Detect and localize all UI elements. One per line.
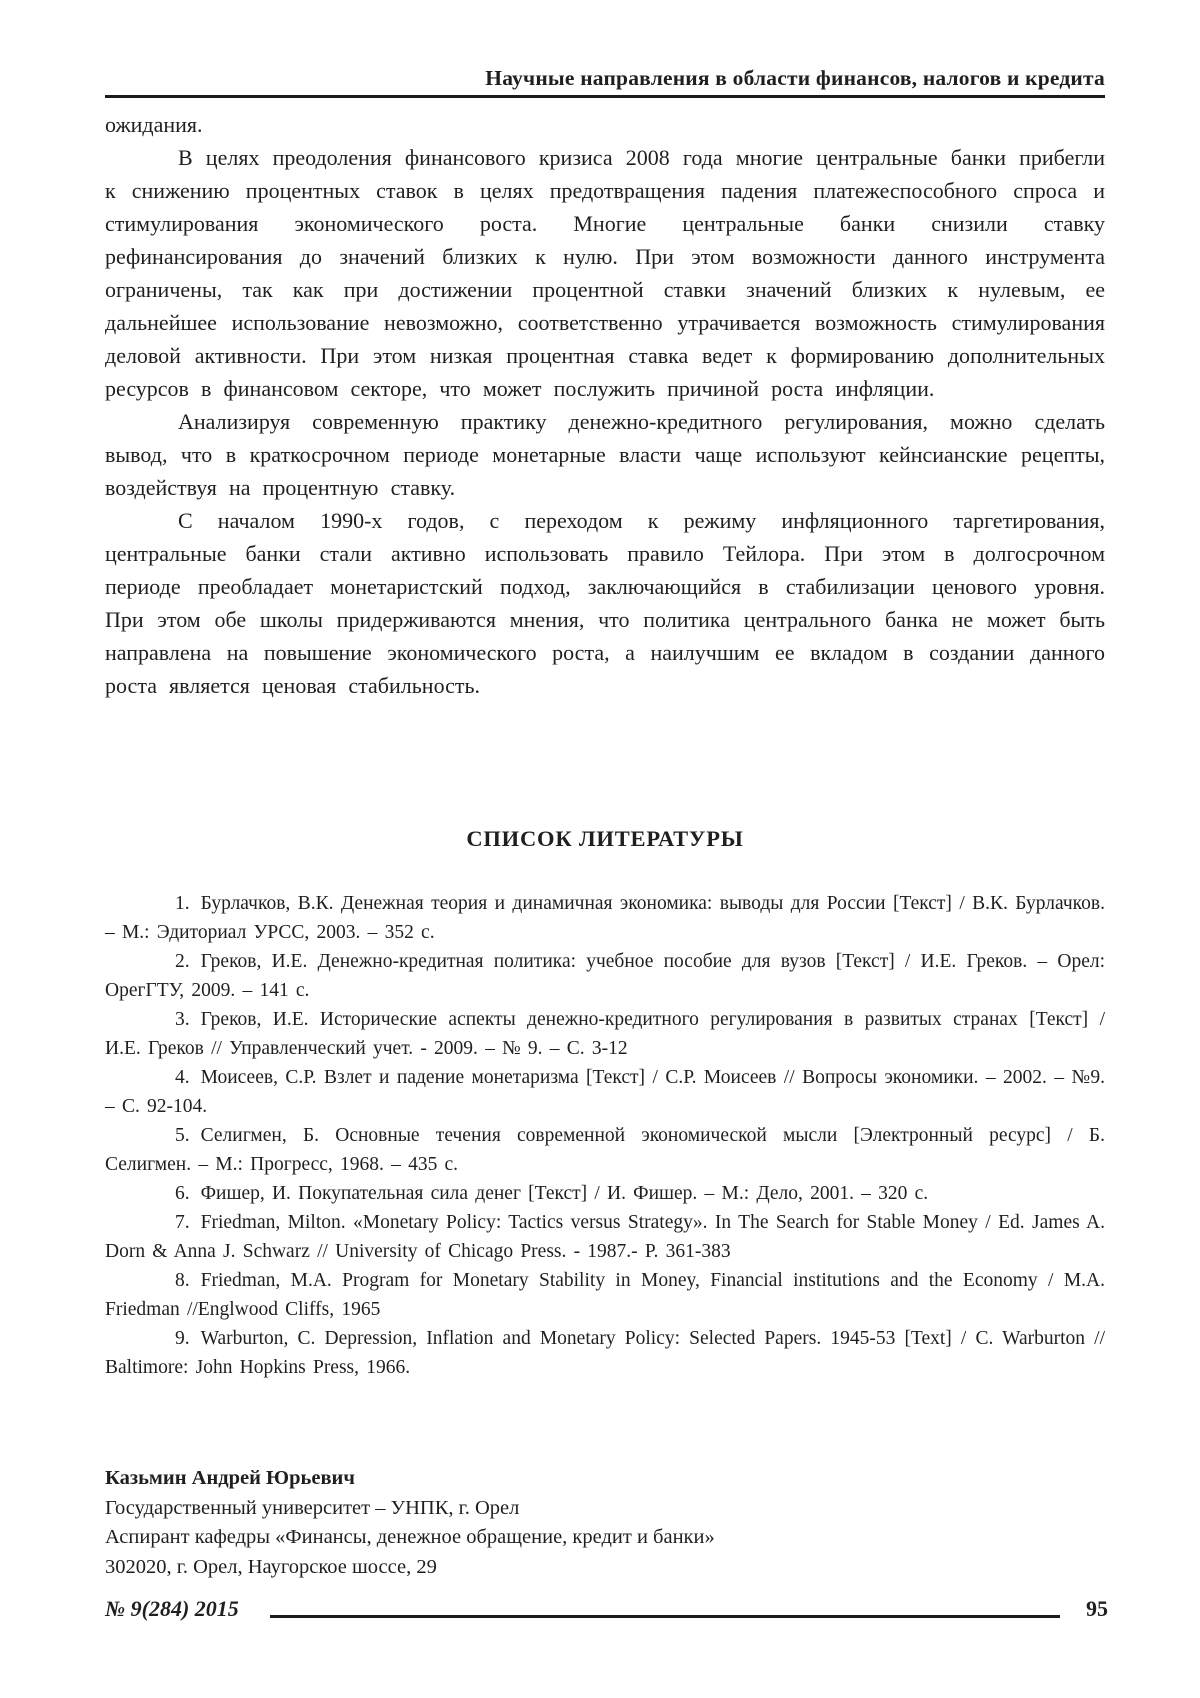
reference-text: Friedman, M.A. Program for Monetary Stability in Money, Financial institutions and the Economy / M.A. Friedman //Englwood Cliffs, 1965 <box>105 1270 1105 1320</box>
reference-item <box>105 947 1105 1005</box>
reference-number: 1. <box>175 893 190 914</box>
author-block <box>105 1464 1105 1582</box>
running-header: Научные направления в области финансов, налогов и кредита <box>105 66 1105 98</box>
journal-issue: № 9(284) 2015 <box>105 1596 239 1621</box>
reference-item <box>105 1063 1105 1121</box>
reference-text: Бурлачков, В.К. Денежная теория и динамичная экономика: выводы для России [Текст] / В.К. Бурлачков. – М.: Эдиториал УРСС, 2003. – 352 с. <box>105 893 1105 943</box>
page-footer <box>105 1596 1108 1628</box>
reference-item <box>105 1005 1105 1063</box>
reference-item <box>105 1179 1105 1208</box>
body-paragraph: ожидания. <box>105 112 203 137</box>
reference-number: 5. <box>175 1125 190 1146</box>
reference-text: Греков, И.Е. Денежно-кредитная политика: учебное пособие для вузов [Текст] / И.Е. Греков. – Орел: ОрегГТУ, 2009. – 141 с. <box>105 951 1105 1001</box>
references-heading: СПИСОК ЛИТЕРАТУРЫ <box>466 826 744 851</box>
article-body <box>105 108 1105 702</box>
reference-text: Фишер, И. Покупательная сила денег [Текст] / И. Фишер. – М.: Дело, 2001. – 320 с. <box>200 1183 929 1204</box>
page-number: 95 <box>1086 1596 1108 1621</box>
reference-text: Warburton, C. Depression, Inflation and Monetary Policy: Selected Papers. 1945-53 [Text] / C. Warburton // Baltimore: John Hopkins Press, 1966. <box>105 1328 1105 1378</box>
body-paragraph: С началом 1990-х годов, с переходом к режиму инфляционного таргетирования, центральные банки стали активно использовать правило Тейлора. При этом в долгосрочном периоде преобладает монетаристский подход, заключающийся в стабилизации ценового уровня. При этом обе школы придерживаются мнения, что политика центрального банка не может быть направлена на повышение экономического роста, а наилучшим ее вкладом в создании данного роста является ценовая стабильность. <box>105 508 1105 698</box>
reference-item <box>105 1324 1105 1382</box>
author-address: 302020, г. Орел, Наугорское шоссе, 29 <box>105 1555 437 1578</box>
reference-number: 4. <box>175 1067 190 1088</box>
references-list <box>105 889 1105 1382</box>
reference-item <box>105 1208 1105 1266</box>
reference-number: 3. <box>175 1009 190 1030</box>
author-name: Казьмин Андрей Юрьевич <box>105 1467 355 1489</box>
body-paragraph: В целях преодоления финансового кризиса 2008 года многие центральные банки прибегли к снижению процентных ставок в целях предотвращения падения платежеспособного спроса и стимулирования экономического роста. Многие центральные банки снизили ставку рефинансирования до значений близких к нулю. При этом возможности данного инструмента ограничены, так как при достижении процентной ставки значений близких к нулевым, ее дальнейшее использование невозможно, соответственно утрачивается возможность стимулирования деловой активности. При этом низкая процентная ставка ведет к формированию дополнительных ресурсов в финансовом секторе, что может послужить причиной роста инфляции. <box>105 145 1105 401</box>
reference-number: 2. <box>175 951 190 972</box>
reference-number: 6. <box>175 1183 190 1204</box>
author-position: Аспирант кафедры «Финансы, денежное обращение, кредит и банки» <box>105 1526 715 1548</box>
author-affiliation: Государственный университет – УНПК, г. Орел <box>105 1496 520 1519</box>
reference-text: Friedman, Milton. «Monetary Policy: Tactics versus Strategy». In The Search for Stable Money / Ed. James A. Dorn & Anna J. Schwarz // University of Chicago Press. - 1987.- P. 361-383 <box>105 1212 1105 1262</box>
reference-number: 8. <box>175 1270 190 1291</box>
reference-text: Моисеев, С.Р. Взлет и падение монетаризма [Текст] / С.Р. Моисеев // Вопросы экономики. – 2002. – №9. – С. 92-104. <box>105 1067 1105 1117</box>
reference-item <box>105 1121 1105 1179</box>
footer-rule <box>270 1615 1060 1618</box>
reference-item <box>105 1266 1105 1324</box>
reference-text: Греков, И.Е. Исторические аспекты денежно-кредитного регулирования в развитых странах [Текст] / И.Е. Греков // Управленческий учет. - 2009. – № 9. – С. 3-12 <box>105 1009 1105 1059</box>
reference-number: 7. <box>175 1212 190 1233</box>
reference-number: 9. <box>175 1328 190 1349</box>
reference-item <box>105 889 1105 947</box>
body-paragraph: Анализируя современную практику денежно-кредитного регулирования, можно сделать вывод, что в краткосрочном периоде монетарные власти чаще используют кейнсианские рецепты, воздействуя на процентную ставку. <box>105 409 1105 500</box>
reference-text: Селигмен, Б. Основные течения современной экономической мысли [Электронный ресурс] / Б. Селигмен. – М.: Прогресс, 1968. – 435 с. <box>105 1125 1105 1175</box>
